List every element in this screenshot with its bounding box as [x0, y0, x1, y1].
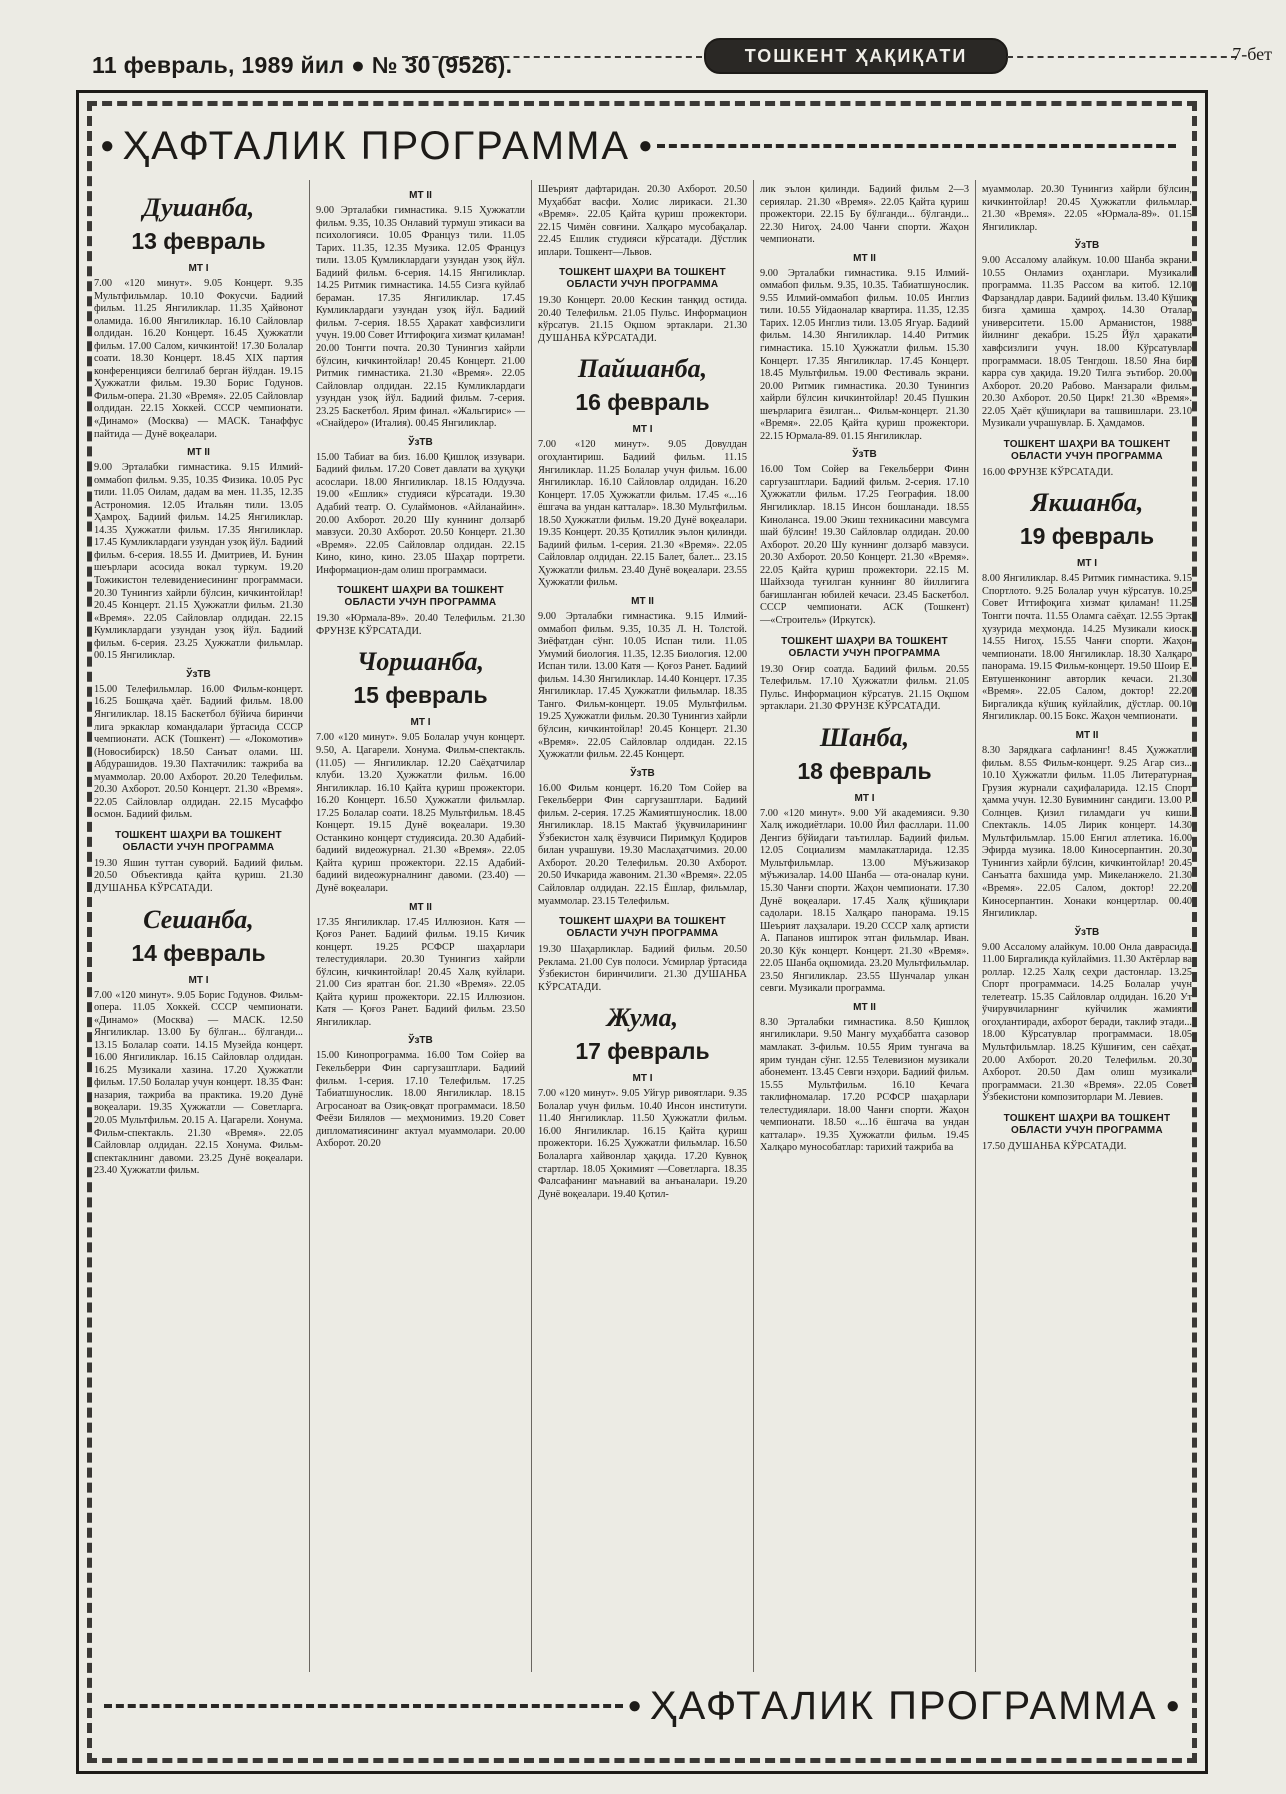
- channel-heading: ЎзТВ: [408, 436, 433, 448]
- program-column-1: [88, 180, 310, 1672]
- day-heading: Якшанба,: [1030, 488, 1144, 518]
- date-heading: 14 февраль: [131, 939, 266, 966]
- channel-heading: МТ II: [1075, 729, 1099, 741]
- program-listing: 7.00 «120 минут». 9.05 Довулдан огоҳлантириш. Бадиий фильм. 11.15 Янгиликлар. 11.25 Болалар учун фильм. 16.00 Янгиликлар. 16.10 Сайловлар олдидан. 16.20 Концерт. 17.05 Ҳужжатли фильм. 17.45 «...16 ёшгача ва ундан катталар». 18.30 Мультфильм. 18.50 Ҳужжатли фильм. 19.20 Дунё воқеалари. 19.35 Концерт. 20.35 Қотиллик эълон қилинди. Бадиий фильм. 1-серия. 21.30 «Время». 22.05 Сайловлар олдидан. 22.15 Балет, балет... 23.15 Ҳужжатли фильм. 23.40 Дунё воқеалари. 23.55 Ҳужжатли фильм.: [538, 439, 747, 589]
- bullet-icon: ●: [627, 1692, 642, 1719]
- program-listing: 15.00 Кинопрограмма. 16.00 Том Сойер ва Гекельберри Фин саргузаштлари. Бадиий фильм. 1-серия. 17.10 Телефильм. 17.25 Табиатшунослик. 18.00 Янгиликлар. 18.15 Агросаноат ва Озиқ-овқат программаси. 18.50 Феёзи Билялов — меҳмонимиз. 19.20 Совет дипломатиясининг актуал муаммолари. 20.00 Ахборот. 20.20: [316, 1050, 525, 1150]
- date-heading: 18 февраль: [797, 757, 932, 784]
- channel-heading: МТ I: [188, 974, 209, 986]
- header-dashed-rule: [657, 144, 1176, 148]
- channel-heading: МТ II: [853, 252, 876, 264]
- program-listing: 19.30 Шаҳарликлар. Бадиий фильм. 20.50 Реклама. 21.00 Сув полоси. Усмирлар ўртасида Ўзбекистон биринчилиги. 21.30 ДУШАНБА КЎРСАТАДИ.: [538, 944, 747, 993]
- program-column-4: [754, 180, 976, 1672]
- program-column-2: [310, 180, 532, 1672]
- program-listing: 19.30 «Юрмала-89». 20.40 Телефильм. 21.30 ФРУНЗЕ КЎРСАТАДИ.: [316, 613, 525, 637]
- program-listing: 17.50 ДУШАНБА КЎРСАТАДИ.: [982, 1140, 1127, 1152]
- program-listing: 7.00 «120 минут». 9.05 Уйгур ривоятлари. 9.35 Болалар учун фильм. 10.40 Инсон институти. 11.40 Янгиликлар. 11.50 Ҳужжатли фильм. 16.00 Янгиликлар. 16.15 Қайта қуриш прожектори. 16.25 Ҳужжатли фильмлар. 16.50 Болаларга хайвонлар ҳақида. 17.20 Кувноқ стартлар. 18.05 Ҳокимият —Советларга. 18.35 Фалсафанинг маънавий ва анъаналари. 19.20 Дунё воқеалари. 19.40 Қотил-: [538, 1088, 747, 1200]
- channel-heading: ЎзТВ: [630, 767, 655, 779]
- channel-heading: ЎзТВ: [1074, 926, 1100, 938]
- program-listing: 7.00 «120 минут». 9.00 Уй академияси. 9.30 Халқ ижодиётлари. 10.00 Йил фасллари. 11.00 Денгиз бўйидаги таътиллар. Бадиий фильм. 12.05 Социализм мамлакатларида. 12.35 Мультфильмлар. 13.00 Мўъжизакор мўъжизалар. 14.00 Шанба — ота-оналар куни. 15.30 Чанғи спорти. Жаҳон чемпионати. 17.30 Дунё воқеалари. 17.45 Халқ қўшиқлари садолари. 18.15 Халқаро панорама. 19.15 Шеърият лаҳзалари. 19.20 СССР халқ артисти А. Папанов иштирок этган фильмлар. Иван. 20.30 Кўк концерт. Концерт. 21.30 «Время». 22.05 Шанба оқшомида. 23.20 Мультфильмлар. 23.50 Янгиликлар. 23.55 Шунчалар улкан севги. Музикали программа.: [760, 807, 969, 995]
- program-column-5: [976, 180, 1198, 1672]
- regional-subheading: ТОШКЕНТ ШАҲРИ ВА ТОШКЕНТ ОБЛАСТИ УЧУН ПРОГРАММА: [1003, 438, 1171, 462]
- channel-heading: ЎзТВ: [1074, 240, 1100, 252]
- program-listing: 9.00 Эрталабки гимнастика. 9.15 Илмий-оммабоп фильм. 9.35, 10.35 Физика. 10.05 Рус тили. 11.05 Оилам, дадам ва мен. 11.35, 12.35 Астрономия. 12.05 Итальян тили. 13.05 Ҳамроҳ. Бадиий фильм. 14.25 Янгиликлар. 14.35 Ҳужжатли фильм. 17.35 Янгиликлар. 17.45 Кумликлардаги узундан узоқ йўл. Бадиий фильм. 6-серия. 18.55 И. Дмитриев, И. Бунин шеърлари асосида вокал туркум. 19.20 Тожикистон телевидениесининг программаси. 20.30 Тунингиз хайрли бўлсин, кичкинтойлар! 20.45 Концерт. 21.15 Ҳужжатли фильм. 21.30 «Время». 22.05 Сайловлар олдидан. 22.15 Кумликлардаги узундан узоқ йўл. Бадиий фильм. 6-серия. 23.25 Ҳужжатли фильмлар. 00.15 Янгиликлар.: [94, 462, 303, 662]
- program-listing: 19.30 Концерт. 20.00 Кескин танқид остида. 20.40 Телефильм. 21.05 Пульс. Информацион кўрсатув. 21.15 Оқшом эртаклари. 21.30 ДУШАНБА КЎРСАТАДИ.: [538, 295, 747, 344]
- section-header: [100, 116, 1180, 176]
- program-listing: 15.00 Табиат ва биз. 16.00 Қишлоқ иззувари. Бадиий фильм. 17.20 Совет давлати ва ҳуқуқи асослари. 18.00 Янгиликлар. 18.15 Юлдузча. 19.00 «Ешлик» студияси кўрсатади. 19.30 Адабий театр. О. Сулаймонов. «Айланайин». 20.00 Ахборот. 20.20 Шу куннинг долзарб мавзуси. 20.30 Ахборот. 20.50 Концерт. 21.30 «Время». 22.05 Сайловлар олдидан. 22.15 Кино, кино, кино. 23.05 Шаҳар портрети. Информацион-дам олиш программаси.: [316, 451, 525, 576]
- date-heading: 16 февраль: [575, 389, 710, 416]
- date-heading: 13 февраль: [131, 228, 266, 254]
- regional-subheading: ТОШКЕНТ ШАҲРИ ВА ТОШКЕНТ ОБЛАСТИ УЧУН ПРОГРАММА: [1003, 1112, 1171, 1136]
- newspaper-title: ТОШКЕНТ ҲАҚИҚАТИ: [704, 38, 1008, 74]
- program-listing: 7.00 «120 минут». 9.05 Болалар учун концерт. 9.50, А. Цагарели. Хонума. Фильм-спектакль. (11.05) — Янгиликлар. 12.20 Саёҳатчилар клуби. 13.20 Ҳужжатли фильм. 16.00 Янгиликлар. 16.10 Қайта қуриш прожектори. 16.20 Концерт. 16.50 Ҳужжатли фильмлар. 17.25 Болалар соати. 18.25 Мультфильм. 18.45 Концерт. 19.15 Дунё воқеалари. 19.30 Останкино концерт студиясида. 20.30 Адабий-бадиий видеожурнал. 21.30 «Время». 22.05 Қайта қуриш прожектори. 22.15 Адабий-бадиий видеожурналнинг давоми. (23.40) — Дунё воқеалари.: [316, 732, 525, 894]
- regional-subheading: ТОШКЕНТ ШАҲРИ ВА ТОШКЕНТ ОБЛАСТИ УЧУН ПРОГРАММА: [337, 585, 504, 609]
- channel-heading: МТ II: [409, 901, 432, 913]
- channel-heading: ЎзТВ: [408, 1035, 433, 1047]
- date-heading: 15 февраль: [353, 682, 488, 709]
- program-listing: 15.00 Телефильмлар. 16.00 Фильм-концерт. 16.25 Бошқача ҳаёт. Бадиий фильм. 18.00 Янгиликлар. 18.15 Баскетбол бўйича биринчи лига эркаклар командалари ўртасида СССР чемпионати. АСК (Тошкент) — «Локомотив» (Новосибирск) 18.50 Санъат олами. Ш. Абдурашидов. 19.30 Пахтачилик: тажриба ва муаммолар. 20.00 Ахборот. 20.20 Телефильм. 20.30 Ахборот. 20.50 Концерт. 21.30 «Время». 22.05 Сайловлар олдидан. 22.15 Мусаффо осмон. Бадиий фильм.: [94, 683, 303, 821]
- program-listing: 9.00 Эрталабки гимнастика. 9.15 Илмий-оммабоп фильм. 9.35, 10.35 Л. Н. Толстой. Зиёфатдан сўнг. 10.05 Испан тили. 11.05 Умумий биология. 11.35, 12.35 Биология. 12.00 Испан тили. 13.00 Катя — Қоғоз Ранет. Бадиий фильм. 14.30 Янгиликлар. 14.40 Концерт. 17.35 Янгиликлар. 17.45 Ҳужжатли фильмлар. 18.35 Танго. Фильм-концерт. 19.05 Мультфильм. 19.25 Ҳужжатли фильм. 20.30 Тунингиз хайрли бўлсин, кичкинтойлар! 20.45 Концерт. 21.30 «Время». 22.05 Сайловлар олдидан. 22.15 Ҳужжатли фильм. 22.45 Концерт.: [538, 611, 747, 761]
- channel-heading: МТ I: [410, 717, 431, 729]
- channel-heading: МТ II: [853, 1001, 876, 1013]
- section-footer: [100, 1676, 1180, 1736]
- regional-subheading: ТОШКЕНТ ШАҲРИ ВА ТОШКЕНТ ОБЛАСТИ УЧУН ПРОГРАММА: [559, 267, 726, 291]
- day-heading: Душанба,: [142, 193, 255, 222]
- masthead: [92, 36, 1272, 78]
- program-listing: 7.00 «120 минут». 9.05 Концерт. 9.35 Мультфильмлар. 10.10 Фокусчи. Бадиий фильм. 11.25 Янгиликлар. 11.35 Ҳайвонот оламида. 16.00 Янгиликлар. 16.10 Сайловлар олдидан. 16.20 Концерт. 16.45 Ҳужжатли фильм. 17.00 Салом, кичкинтой! 17.30 Болалар соати. 18.30 Концерт. 18.45 XIX партия конференцияси белгилаб берган йўлдан. 19.15 Ҳужжатли фильм. 19.30 Борис Годунов. Фильм-опера. 21.30 «Время». 22.05 Сайловлар олдидан. 22.15 Хоккей. СССР чемпионати. «Динамо» (Москва) — МАСК. Танаффус пайтида — Дунё воқеалари.: [94, 278, 303, 440]
- footer-title: ҲАФТАЛИК ПРОГРАММА: [649, 1683, 1158, 1728]
- program-listing: 9.00 Эрталабки гимнастика. 9.15 Илмий-оммабоп фильм. 9.35, 10.35. Табиатшунослик. 9.55 Илмий-оммабоп фильм. 10.05 Инглиз тили. 10.55 Уйдаоналар квартира. 11.35, 12.35 Тарих. 12.05 Инглиз тили. 13.05 Ягуар. Бадиий фильм. 14.30 Янгиликлар. 14.40 Ритмик гимнастика. 15.10 Ҳужжатли фильм. 15.30 Концерт. 17.35 Янгиликлар. 17.45 Концерт. 18.45 Мультфильм. 19.00 Фестиваль экрани. 20.00 Ритмик гимнастика. 20.30 Тунингиз хайрли бўлсин кичкинтойлар! 20.45 Пушкин шеърларига ёзилган... Фильм-концерт. 21.30 «Время». 22.05 Қайта қуриш прожектори. 22.15 Юрмала-89. 01.15 Янгиликлар.: [760, 267, 969, 442]
- program-listing: муаммолар. 20.30 Тунингиз хайрли бўлсин, кичкинтойлар! 20.45 Ҳужжатли фильмлар. 21.30 «Время». 22.05 «Юрмала-89». 01.15 Янгиликлар.: [982, 184, 1192, 233]
- program-listing: 19.30 Яшин туттан суворий. Бадиий фильм. 20.50 Объективда қайта қуриш. 21.30 ДУШАНБА КЎРСАТАДИ.: [94, 857, 303, 894]
- channel-heading: ЎзТВ: [186, 668, 211, 680]
- program-listing: 8.00 Янгиликлар. 8.45 Ритмик гимнастика. 9.15 Спортлото. 9.25 Болалар учун кўрсатув. 10.25 Совет Иттифоқига хизмат қиламан! 11.25 Тонгги почта. 11.55 Оламга саёҳат. 12.55 Эртак ҳузурида меҳмонда. 14.25 Музикали киоск. 14.55 Нигоҳ. 15.55 Чанғи спорти. Жаҳон чемпионати. 18.00 Янгиликлар. 18.30 Халқаро панорама. 19.15 Фильм-концерт. 19.50 Шоир Е. Евтушенконинг авторлик кечаси. 21.30 «Время». 22.05 Салом, доктор! 22.20 Биргаликда кўшиқ куйлайлик, дўстлар. 00.10 Янгиликлар. 00.15 Бокс. Жаҳон чемпионати.: [982, 573, 1192, 723]
- channel-heading: МТ II: [409, 190, 432, 201]
- channel-heading: МТ II: [631, 596, 654, 608]
- bullet-icon: ●: [638, 132, 653, 159]
- channel-heading: МТ I: [1077, 558, 1097, 570]
- day-heading: Пайшанба,: [577, 354, 708, 384]
- program-listing: 7.00 «120 минут». 9.05 Борис Годунов. Фильм-опера. 11.05 Хоккей. СССР чемпионати. «Динамо» (Москва) — МАСК. 12.50 Янгиликлар. 13.00 Бу бўлган... бўлганди... 13.15 Болалар соати. 14.15 Музейда концерт. 16.00 Янгиликлар. 16.15 Сайловлар олдидан. 16.25 Музикали хазина. 17.20 Ҳужжатли фильм. 17.50 Болалар учун концерт. 18.35 Фан: назария, тажриба ва практика. 19.20 Дунё воқеалари. 19.35 Ҳужжатли — Советларга. 20.05 Мультфильм. 20.15 А. Цагарели. Хонума. Фильм-спектакль. 21.30 «Время». 22.05 Сайловлар олдидан. 22.15 Хонума. Фильм-спектаклнинг давоми. 23.25 Дунё воқеалари. 23.40 Ҳужжатли фильм.: [94, 989, 303, 1177]
- issue-date: 11 февраль, 1989 йил ● № 30 (9526).: [92, 52, 513, 78]
- program-listing: 8.30 Эрталабки гимнастика. 8.50 Қишлоқ янгиликлари. 9.50 Мангу муҳаббатга сазовор мамлакат. 3-фильм. 10.55 Ярим тунгача ва ярим тундан сўнг. 12.55 Телевизион музикали абонемент. 13.45 Севги нэҳори. Бадиий фильм. 15.55 Мультфильм. 16.10 Кечага таклифномалар. 17.20 РСФСР шаҳарлари телестудиялари. 18.00 Чанғи спорти. Жаҳон чемпионати. 18.50 «...16 ёшгача ва ундан катталар». 19.35 Ҳужжатли фильм. 19.45 Халқаро мунособатлар: тарихий тажриба ва: [760, 1016, 969, 1154]
- date-heading: 19 февраль: [1019, 523, 1155, 550]
- day-heading: Шанба,: [819, 722, 910, 752]
- day-heading: Чоршанба,: [356, 647, 485, 677]
- program-listing: 9.00 Эрталабки гимнастика. 9.15 Ҳужжатли фильм. 9.35, 10.35 Онлавий турмуш этикаси ва психологияси. 10.05 Француз тили. 11.05 Тарих. 11.35, 12.35 Музика. 12.05 Француз тили. 13.05 Қумликлардаги узундан узоқ йўл. Бадиий фильм. 6-серия. 14.15 Янгиликлар. 14.25 Ритмик гимнастика. 14.55 Сизга куйлаб бераман. 17.35 Янгиликлар. 17.45 Кумликлардаги узундан узоқ йўл. Бадиий фильм. 7-серия. 18.55 Ҳаракат хавфсизлиги учун. 19.00 Совет Иттифоқига хизмат қиламан! 20.00 Тонгги почта. 20.30 Тунингиз хайрли бўлсин, кичкинтойлар! 20.45 Концерт. 21.00 Ритмик гимнастика. 21.30 «Время». 22.05 Сайловлар олдидан. 22.15 Кумликлардаги узундан узоқ йўл. Бадиий фильм. 7-серия. 23.25 Баскетбол. Ярим финал. «Жальгирис» — «Снайдеро» (Италия). 00.45 Янгиликлар.: [316, 205, 525, 430]
- program-column-3: [532, 180, 754, 1672]
- footer-dashed-rule: [104, 1704, 623, 1708]
- program-listing: 16.00 Том Сойер ва Гекельберри Финн саргузаштлари. Бадиий фильм. 2-серия. 17.10 Ҳужжатли фильм. 17.25 География. 18.00 Янгиликлар. 18.15 Инсон бошланади. 18.55 Киноланса. 19.00 Экиш техникасини мавсумга шай бўлсин! 19.30 Сайловлар олдидан. 20.00 Ахборот. 20.20 Шу куннинг долзарб мавзуси. 20.30 Ахборот. 20.50 Концерт. 21.30 «Время». 22.05 Қайта қуриш прожектори. 22.15 М. Шайхзода туғилган куннинг 80 йиллигига бағишланган юбилей кечаси. 23.45 Баскетбол. СССР чемпионати. АСК (Тошкент) —«Строитель» (Иркутск).: [760, 464, 969, 626]
- program-columns: [88, 180, 1200, 1672]
- channel-heading: МТ I: [188, 263, 209, 274]
- regional-subheading: ТОШКЕНТ ШАҲРИ ВА ТОШКЕНТ ОБЛАСТИ УЧУН ПРОГРАММА: [559, 916, 726, 940]
- bullet-icon: ●: [100, 132, 115, 159]
- program-listing: 16.00 ФРУНЗЕ КЎРСАТАДИ.: [982, 466, 1114, 478]
- program-listing: Шеърият дафтаридан. 20.30 Ахборот. 20.50 Муҳаббат васфи. Холис лирикаси. 21.30 «Время». 22.05 Қайта қуриш прожектори. 22.15 Чимён совғини. Халқаро мусобақалар. 22.45 Ешлик студияси кўрсатади. Дўстлик иплари. Тошкент—Львов.: [538, 184, 747, 258]
- section-title: ҲАФТАЛИК ПРОГРАММА: [122, 123, 631, 168]
- channel-heading: ЎзТВ: [852, 449, 877, 461]
- program-listing: 19.30 Оғир соатда. Бадиий фильм. 20.55 Телефильм. 17.10 Ҳужжатли фильм. 21.05 Пульс. Информацион кўрсатув. 21.15 Оқшом эртаклари. 21.30 ФРУНЗЕ КЎРСАТАДИ.: [760, 663, 969, 713]
- regional-subheading: ТОШКЕНТ ШАҲРИ ВА ТОШКЕНТ ОБЛАСТИ УЧУН ПРОГРАММА: [781, 635, 948, 659]
- channel-heading: МТ I: [632, 1073, 653, 1085]
- program-listing: 16.00 Фильм концерт. 16.20 Том Сойер ва Гекельберри Фин саргузаштлари. Бадиий фильм. 2-серия. 17.25 Жамиятшунослик. 18.00 Янгиликлар. 18.15 Мактаб ўқувчиларининг Ўзбекистон халқ ёзувчиси Пиримқул Қодиров билан учрашуви. 19.30 Маслаҳатчимиз. 20.00 Ахборот. 20.20 Телефильм. 20.30 Ахборот. 20.50 Ичкарида жавоним. 21.30 «Время». 22.05 Сайловлар олдидан. 22.15 Ёшлар, фильмлар, муаммолар. 23.15 Телефильм.: [538, 782, 747, 907]
- masthead-rule-right: [1007, 56, 1237, 58]
- channel-heading: МТ I: [854, 792, 875, 804]
- regional-subheading: ТОШКЕНТ ШАҲРИ ВА ТОШКЕНТ ОБЛАСТИ УЧУН ПРОГРАММА: [115, 829, 282, 853]
- channel-heading: МТ I: [632, 424, 653, 436]
- program-listing: 9.00 Ассалому алайкум. 10.00 Онла даврасида. 11.00 Биргаликда куйлаймиз. 11.30 Актёрлар ва роллар. 12.25 Халқ сеҳри дастонлар. 13.25 Спорт программаси. 14.25 Болалар учун телетеатр. 15.35 Сайловлар олдидан. 16.20 Ут ўчирувчиларнинг куйчилик жамияти огоҳлантиради, ахборот беради, таклиф этади... 18.00 Кўрсатувлар программаси. 18.05 Мультфильмлар. 18.25 Кўшиғим, сен саёҳат. 20.00 Ахборот. 20.20 Телефильм. 20.30 Ахборот. 20.50 Дам олиш музикали программаси. 21.30 «Время». 22.05 Совет Ўзбекистони композиторлари М. Левиев.: [982, 941, 1192, 1104]
- program-listing: 9.00 Ассалому алайкум. 10.00 Шанба экрани. 10.55 Онламиз оҳанглари. Музикали программа. 11.35 Рассом ва китоб. 12.10 Фарзандлар даври. Бадиий фильм. 13.40 Кўшиқ бизга ҳамиша ҳамроҳ. 14.30 Оталар университети. 15.00 Арманистон, 1988 йилнинг декабри. 15.25 Йўл ҳаракати хавфсизлиги учун. 18.00 Кўрсатувлар программаси. 18.05 Тенгдош. 18.50 Яна бир карра сув ҳақида. 19.20 Тилга эътибор. 20.00 Ахборот. 20.20 Рабово. Манзарали фильм. 20.30 Ахборот. 20.50 Цирк! 21.30 «Время». 22.05 Ҳаёт қўшиқлари ва ташвишлари. 23.10 Музикали учрашувлар. Б. Ҳамдамов.: [982, 255, 1192, 430]
- program-listing: 8.30 Зарядкага сафланинг! 8.45 Ҳужжатли фильм. 8.55 Фильм-концерт. 9.25 Агар сиз... 10.10 Ҳужжатли фильм. 11.05 Литературная Грузия журнали саҳифаларида. 12.15 Спорт ҳамма учун. 12.30 Бувимнинг сандиги. 13.00 Р. Солнцев. Қизил гиламдаги уч киши. Спектакль. 14.05 Лирик концерт. 14.30 Мультфильмлар. 15.00 Енгил атлетика. 16.00 Эфирда музика. 18.00 Киносерпантин. 20.30 Тунингиз хайрли бўлсин, кичкинтойлар! 20.45 Санъатга бахшида умр. Микеланжело. 21.30 «Время». 22.05 Салом, доктор! 22.20 Киносерпантин. Хонаки концертлар. 00.40 Янгиликлар.: [982, 744, 1192, 920]
- bullet-icon: ●: [1165, 1692, 1180, 1719]
- date-heading: 17 февраль: [575, 1038, 710, 1065]
- channel-heading: МТ II: [187, 447, 210, 459]
- page-number: 7-бет: [1232, 44, 1272, 64]
- masthead-rule-left: [402, 56, 702, 58]
- day-heading: Жума,: [606, 1003, 679, 1033]
- program-listing: 17.35 Янгиликлар. 17.45 Иллюзион. Катя — Қоғоз Ранет. Бадиий фильм. 19.15 Кичик концерт. 19.25 РСФСР шаҳарлари телестудиялари. 20.30 Тунингиз хайрли бўлсин, кичкинтойлар! 20.45 Халқ куйлари. 21.00 Сиз яратган бог. 21.30 «Время». 22.05 Қайта қуриш прожектори. 22.15 Иллюзион. Катя — Қоғоз Ранет. Бадиий фильм. 23.50 Янгиликлар.: [316, 916, 525, 1028]
- day-heading: Сешанба,: [143, 904, 254, 934]
- program-listing: лик эълон қилинди. Бадиий фильм 2—3 сериялар. 21.30 «Время». 22.05 Қайта қуриш прожектори. 22.15 Бу бўлганди... бўлганди... 22.30 Нигоҳ. 24.00 Чанғи спорти. Жаҳон чемпионати.: [760, 184, 969, 246]
